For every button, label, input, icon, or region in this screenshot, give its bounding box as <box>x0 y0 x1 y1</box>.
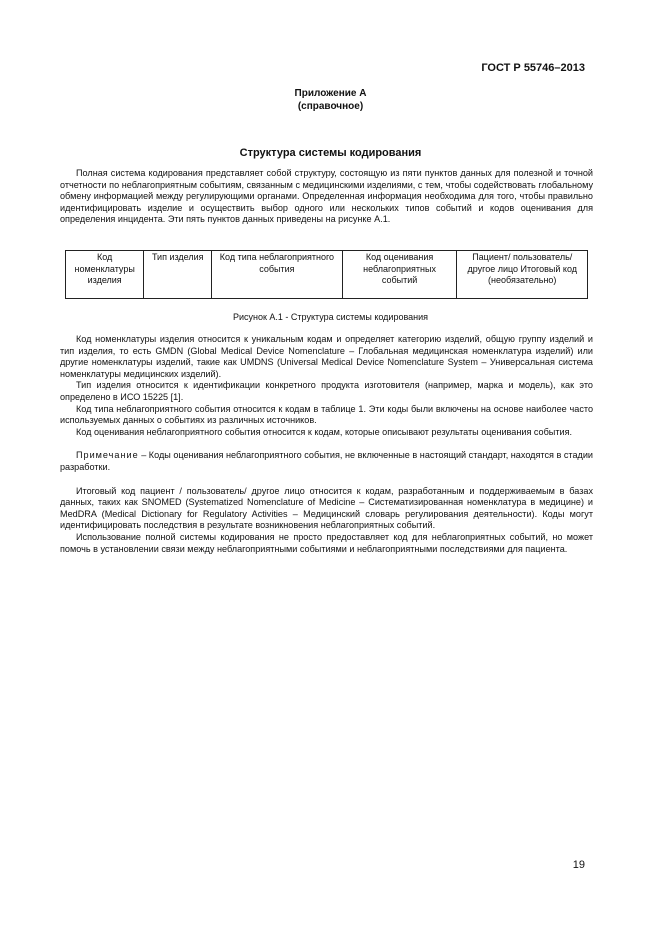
page-number: 19 <box>572 859 585 871</box>
figure-caption: Рисунок А.1 - Структура системы кодирования <box>232 312 429 322</box>
paragraph-usage: Использование полной системы кодирования не просто предоставляет код для неблагоприятных событий, но может помочь в установлении связи между неблагоприятными событиями и неблагоприятными последствиями для пациента. <box>60 531 593 554</box>
note <box>60 450 593 473</box>
appendix-heading <box>0 87 661 113</box>
paragraph-evaluation: Код оценивания неблагоприятного события относится к кодам, которые описывают результаты оценивания события. <box>76 426 573 437</box>
note-text: – Коды оценивания неблагоприятного события, не включенные в настоящий стандарт, находятся в стадии разработки. <box>60 450 593 472</box>
coding-structure-figure <box>65 250 588 299</box>
intro-block <box>60 168 593 226</box>
figure-cell-evaluation-code: Код оценивания неблагоприятных событий <box>342 251 457 299</box>
section-title: Структура системы кодирования <box>239 147 422 159</box>
figure-cell-device-type: Тип изделия <box>144 251 212 299</box>
appendix-title: Приложение А <box>294 88 367 99</box>
figure-cell-nomenclature-code: Код номенклатуры изделия <box>66 251 144 299</box>
appendix-subtitle: (справочное) <box>297 101 364 112</box>
figure-cell-event-type-code: Код типа неблагоприятного события <box>212 251 343 299</box>
standard-number: ГОСТ Р 55746–2013 <box>481 62 585 74</box>
figure-cell-patient-outcome-code: Пациент/ пользователь/ другое лицо Итоговый код (необязательно) <box>457 251 588 299</box>
body-text <box>60 334 593 555</box>
paragraph-device-type: Тип изделия относится к идентификации конкретного продукта изготовителя (например, марка и модель), как это определено в ИСО 15225 [1]. <box>60 380 593 402</box>
intro-paragraph: Полная система кодирования представляет собой структуру, состоящую из пяти пунктов данных для полезной и точной отчетности по неблагоприятным событиям, связанным с медицинскими изделиями, с тем, чтобы содействовать глобальному обмену информацией между регулирующими органами. Определенная информация необходима для того, чтобы правильно идентифицировать изделие и осуществить выбор одного или нескольких типов событий и кодов оценивания для определения инцидента. Эти пять пунктов данных приведены на рисунке А.1. <box>60 168 593 225</box>
paragraph-event-type: Код типа неблагоприятного события относится к кодам в таблице 1. Эти коды были включены на основе наиболее часто используемых данных о событиях из различных источников. <box>60 403 593 426</box>
paragraph-nomenclature: Код номенклатуры изделия относится к уникальным кодам и определяет категорию изделий, общую группу изделий и тип изделия, то есть GMDN (Global Medical Device Nomenclature – Глобальная медицинская номенклатура изделий) или другие номенклатуры изделий, такие как UMDNS (Universal Medical Device Nomenclature System – Универсальная система номенклатуры медицинских изделий). <box>60 334 593 379</box>
figure-row <box>66 251 588 299</box>
note-label: Примечание <box>76 450 139 461</box>
paragraph-patient-outcome: Итоговый код пациент / пользователь/ другое лицо относится к кодам, разработанным и поддерживаемым в базах данных, таких как SNOMED (Systematized Nomenclature of Medicine – Систематизированная номенклатура в медицине) и MedDRA (Medical Dictionary for Regulatory Activities – Медицинский словарь регулирования деятельности). Коды могут идентифицировать последствия в результате возникновения неблагоприятных событий. <box>60 485 593 531</box>
